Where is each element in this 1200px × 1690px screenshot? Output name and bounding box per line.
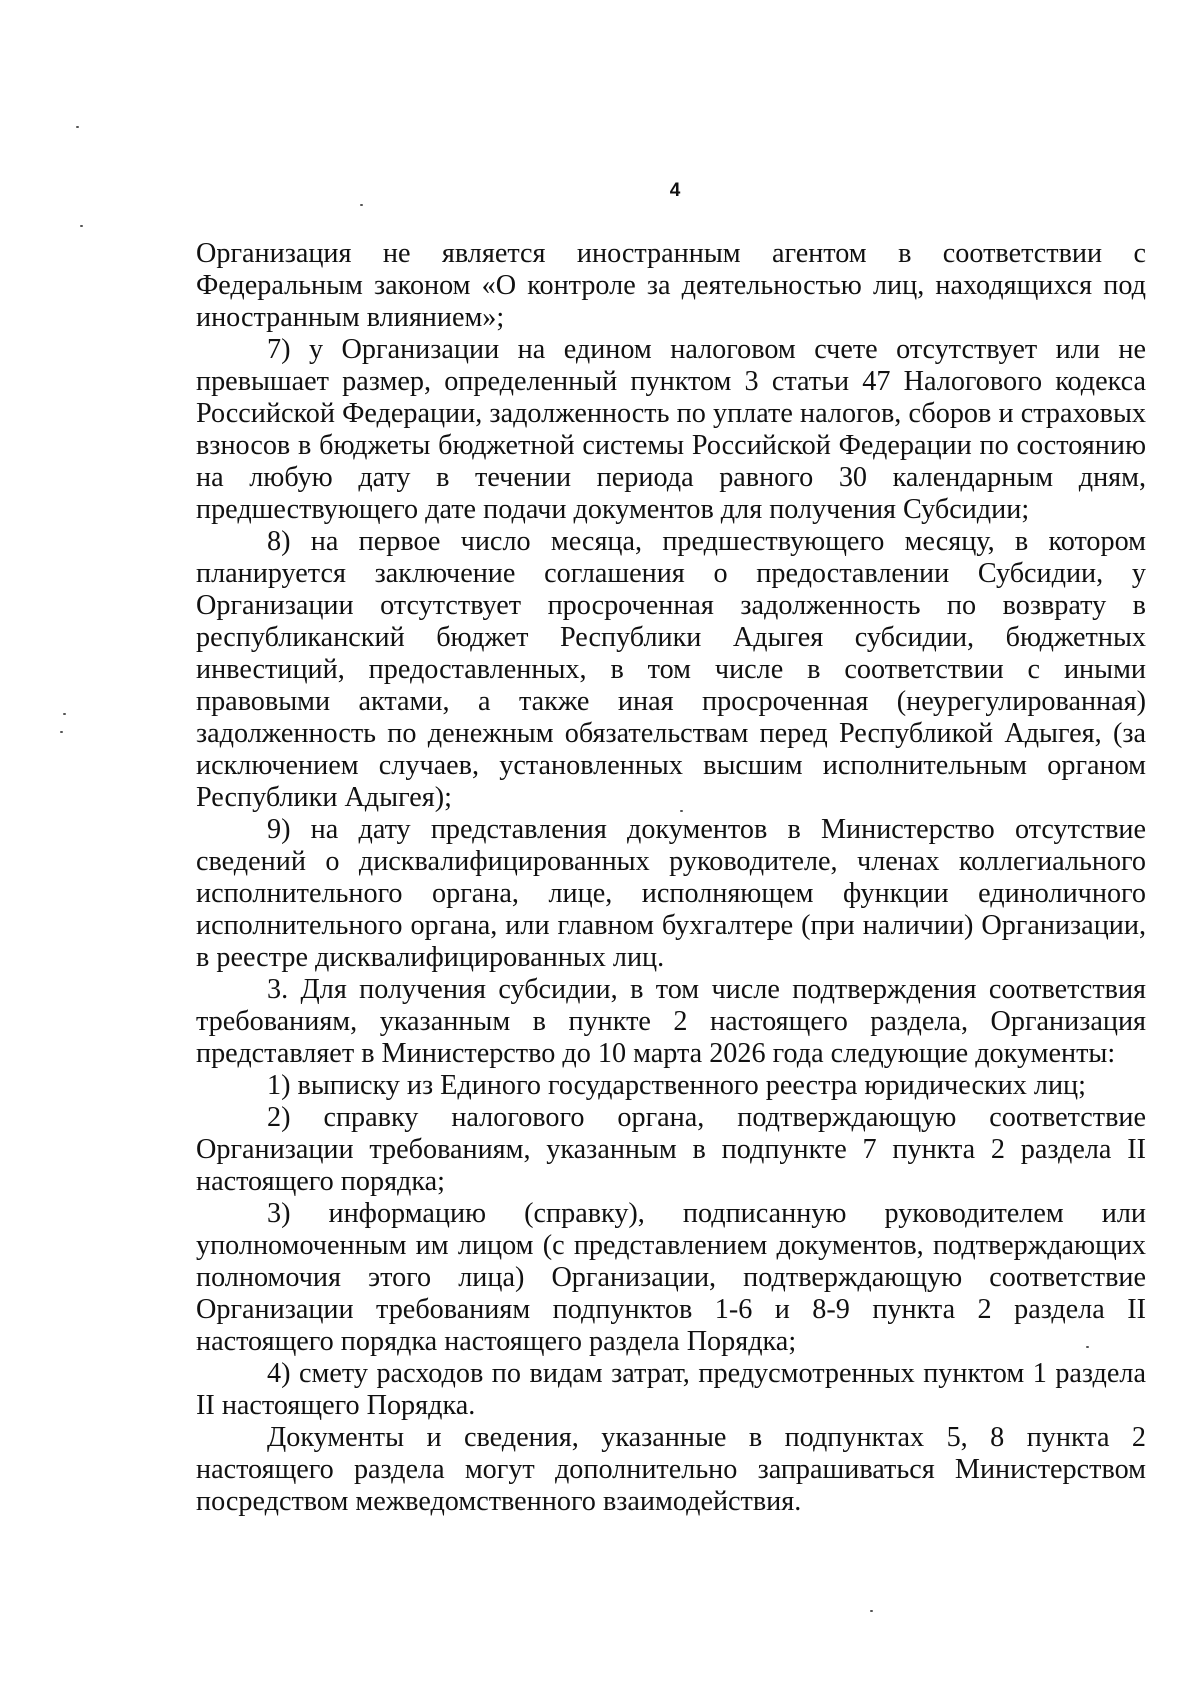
scan-speck [680,810,683,812]
scan-speck [80,225,83,227]
document-body [196,238,1146,1518]
paragraph-doc-item-1: 1) выписку из Единого государственного реестра юридических лиц; [267,1070,1086,1101]
paragraph-item-9: 9) на дату представления документов в Министерство отсутствие сведений о дисквалифицированных руководителе, членах коллегиального исполнительного органа, лице, исполняющем функции единоличного исполнительного органа, или главном бухгалтере (при наличии) Организации, в реестре дисквалифицированных лиц. [196,814,1146,973]
scan-speck [870,1610,873,1612]
paragraph-item-7: 7) у Организации на едином налоговом счете отсутствует или не превышает размер, определенный пунктом 3 статьи 47 Налогового кодекса Российской Федерации, задолженность по уплате налогов, сборов и страховых взносов в бюджеты бюджетной системы Российской Федерации по состоянию на любую дату в течении периода равного 30 календарным дням, предшествующего дате подачи документов для получения Субсидии; [196,334,1146,525]
scan-speck [1086,1346,1089,1348]
paragraph-doc-item-3: 3) информацию (справку), подписанную руководителем или уполномоченным им лицом (с представлением документов, подтверждающих полномочия этого лица) Организации, подтверждающую соответствие Организации требованиям подпунктов 1-6 и 8-9 пункта 2 раздела II настоящего порядка настоящего раздела Порядка; [196,1198,1146,1357]
paragraph-foreign-agent-continuation: Организация не является иностранным агентом в соответствии с Федеральным законом «О контроле за деятельностью лиц, находящихся под иностранным влиянием»; [196,238,1146,333]
scan-speck [76,126,79,128]
paragraph-section-3: 3. Для получения субсидии, в том числе подтверждения соответствия требованиям, указанным в пункте 2 настоящего раздела, Организация представляет в Министерство до 10 марта 2026 года следующие документы: [196,974,1146,1069]
paragraph-interagency-request: Документы и сведения, указанные в подпунктах 5, 8 пункта 2 настоящего раздела могут дополнительно запрашиваться Министерством посредством межведомственного взаимодействия. [196,1422,1146,1517]
scan-speck [60,731,63,733]
paragraph-doc-item-2: 2) справку налогового органа, подтверждающую соответствие Организации требованиям, указанным в подпункте 7 пункта 2 раздела II настоящего порядка; [196,1102,1146,1197]
scan-speck [360,204,363,206]
page-number: 4 [669,180,681,201]
paragraph-item-8: 8) на первое число месяца, предшествующего месяцу, в котором планируется заключение соглашения о предоставлении Субсидии, у Организации отсутствует просроченная задолженность по возврату в республиканский бюджет Республики Адыгея субсидии, бюджетных инвестиций, предоставленных, в том числе в соответствии с иными правовыми актами, а также иная просроченная (неурегулированная) задолженность по денежным обязательствам перед Республикой Адыгея, (за исключением случаев, установленных высшим исполнительным органом Республики Адыгея); [196,526,1146,813]
scan-speck [63,713,66,715]
paragraph-doc-item-4: 4) смету расходов по видам затрат, предусмотренных пунктом 1 раздела II настоящего Порядка. [196,1358,1146,1421]
